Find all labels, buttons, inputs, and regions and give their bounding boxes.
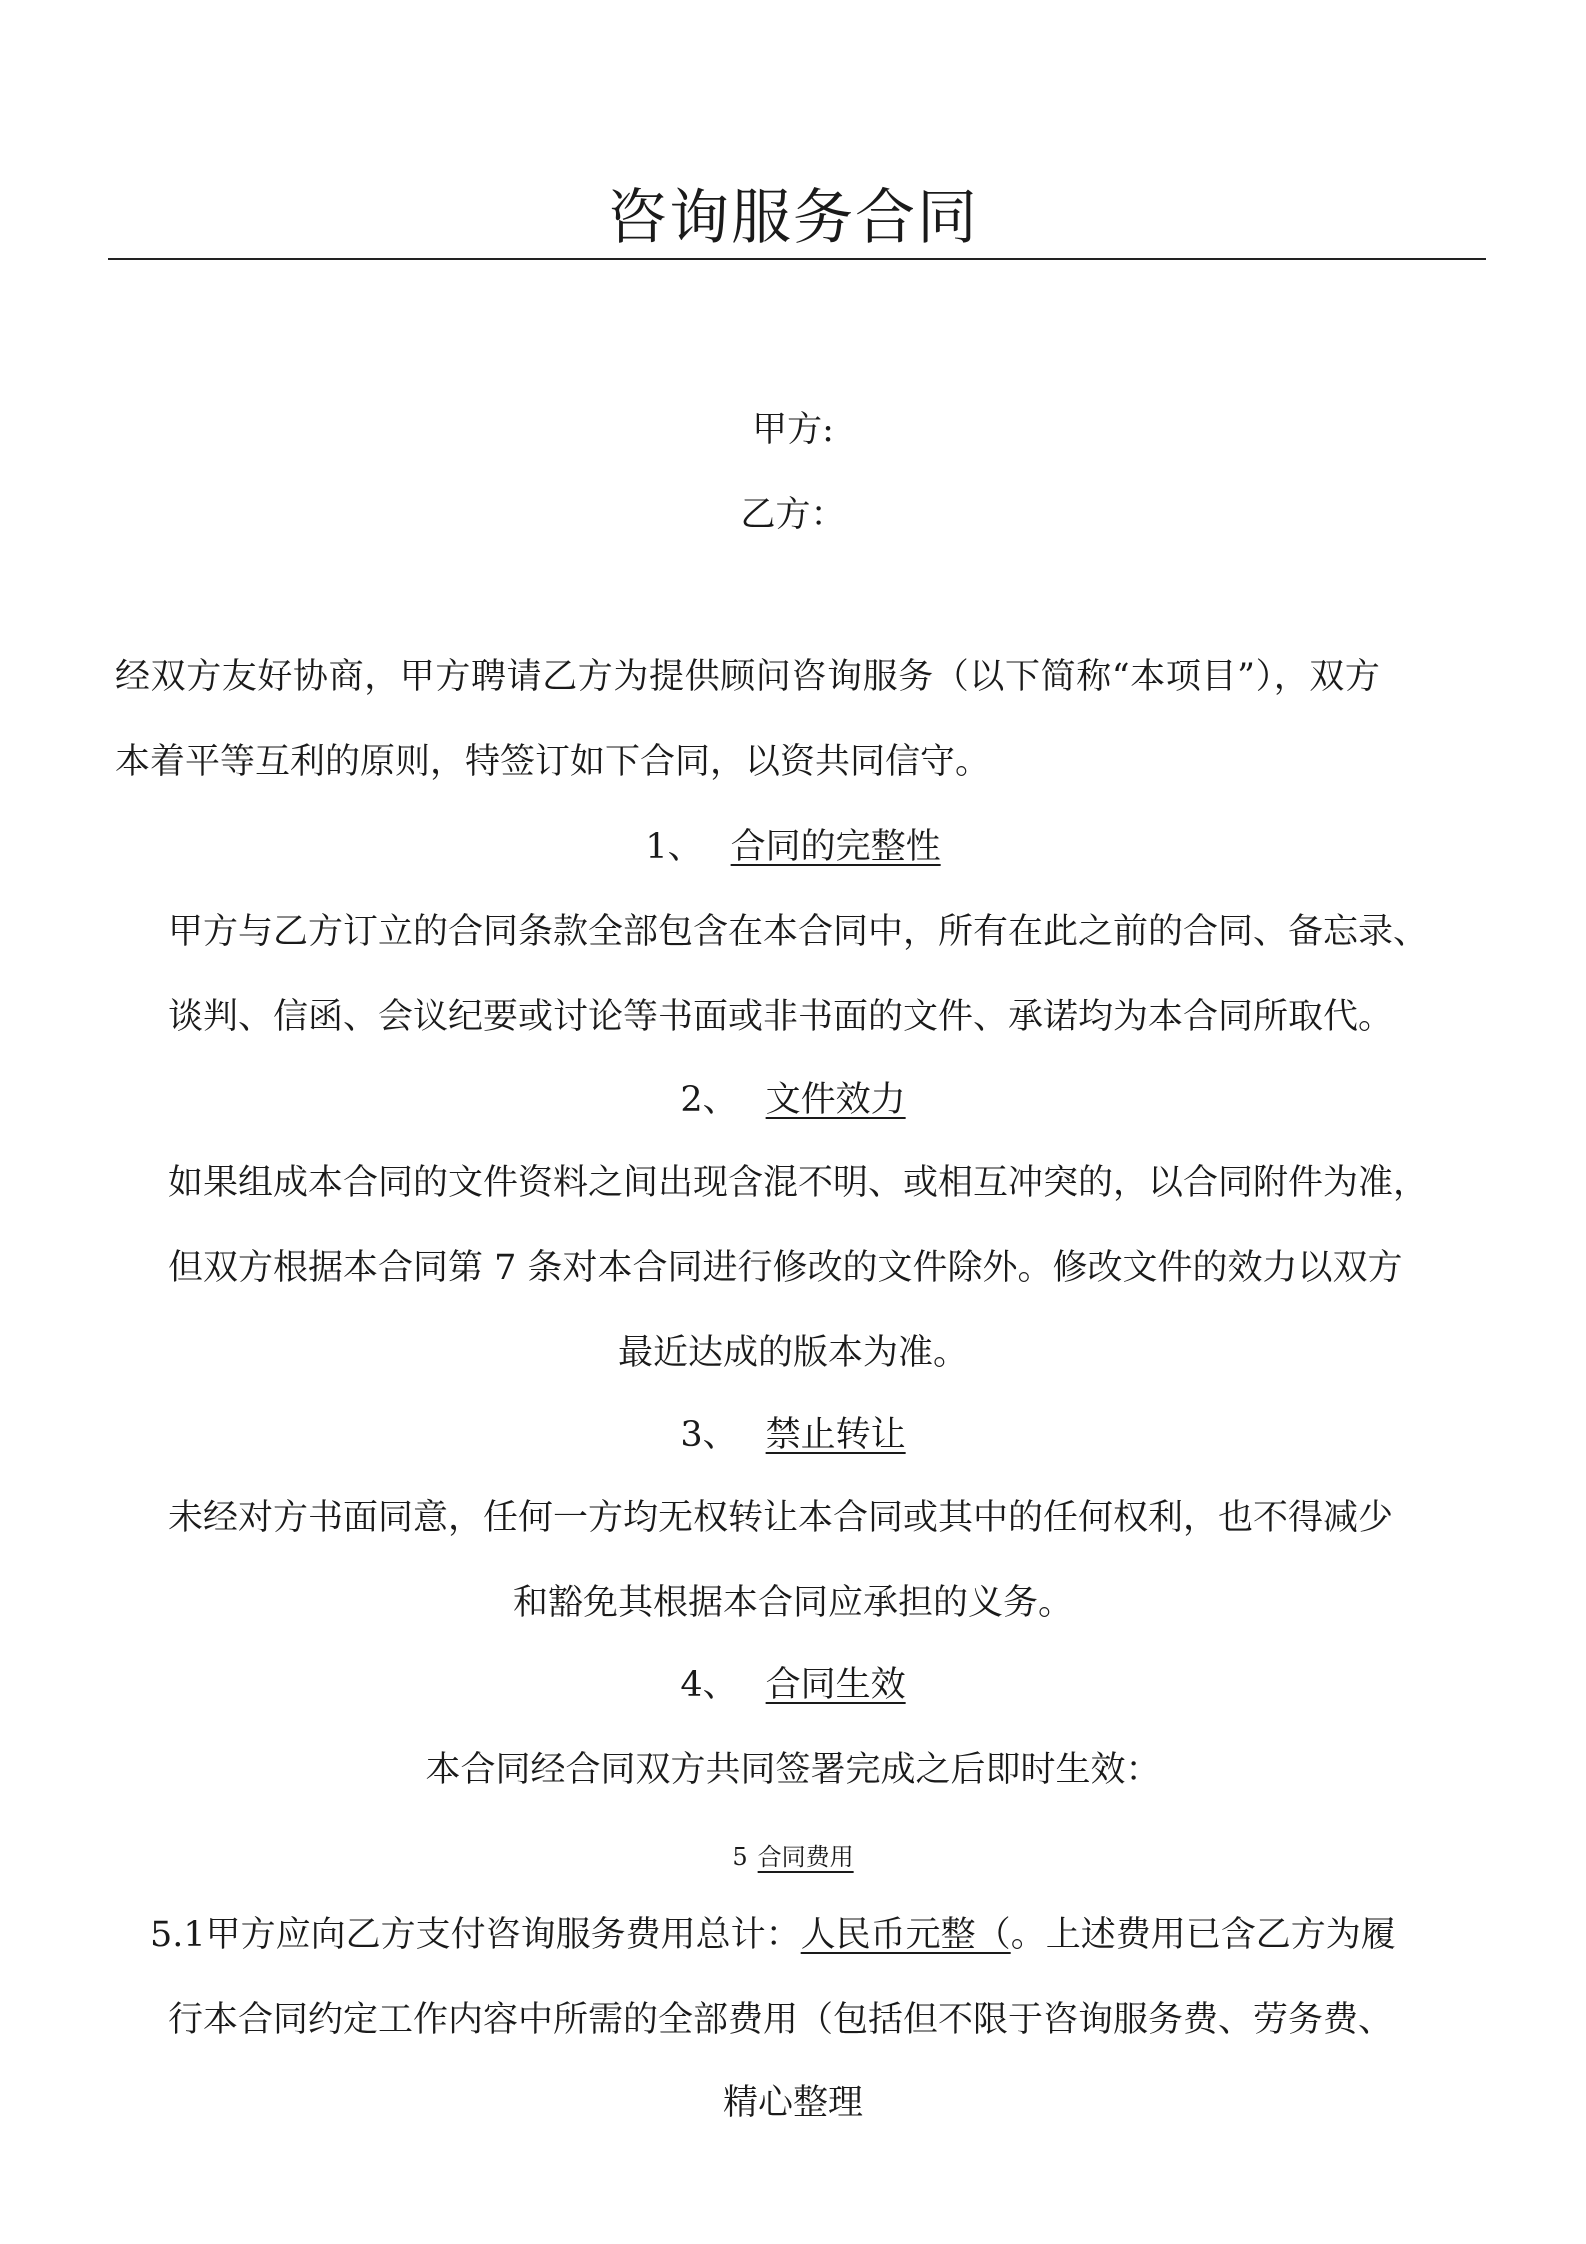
section-5-heading xyxy=(0,1832,1586,1882)
fee-clause-line-3: 精心整理 xyxy=(722,2083,863,2123)
intro-line-1: 经双方友好协商，甲方聘请乙方为提供顾问咨询服务（以下简称“本项目”），双方 xyxy=(115,657,1381,697)
section-4-line-1: 本合同经合同双方共同签署完成之后即时生效： xyxy=(425,1750,1161,1790)
fee-clause-suffix: 。上述费用已含乙方为履 xyxy=(1010,1915,1396,1955)
fee-clause-amount: 人民币元整（ xyxy=(800,1915,1011,1955)
section-1-line-2: 谈判、信函、会议纪要或讨论等书面或非书面的文件、承诺均为本合同所取代。 xyxy=(168,997,1394,1037)
section-3-line-2: 和豁免其根据本合同应承担的义务。 xyxy=(512,1583,1073,1623)
section-2-title: 文件效力 xyxy=(765,1080,906,1120)
section-2-line-1: 如果组成本合同的文件资料之间出现含混不明、或相互冲突的，以合同附件为准， xyxy=(168,1163,1429,1203)
section-1-line-1: 甲方与乙方订立的合同条款全部包含在本合同中，所有在此之前的合同、备忘录、 xyxy=(168,912,1429,952)
section-3-title: 禁止转让 xyxy=(765,1415,906,1455)
section-2-line-3: 最近达成的版本为准。 xyxy=(617,1333,968,1373)
section-1-number: 1、 xyxy=(645,827,703,867)
section-5-number: 5 xyxy=(732,1843,748,1871)
party-b-label: 乙方： xyxy=(740,495,846,535)
section-4-number: 4、 xyxy=(680,1665,738,1705)
section-3-heading xyxy=(0,1410,1586,1460)
document-title: 咨询服务合同 xyxy=(607,183,979,253)
section-4-heading xyxy=(0,1660,1586,1710)
section-1-title: 合同的完整性 xyxy=(730,827,941,867)
fee-clause-line-1 xyxy=(150,1910,1396,1960)
section-2-heading xyxy=(0,1075,1586,1125)
section-2-line-2: 但双方根据本合同第 7 条对本合同进行修改的文件除外。修改文件的效力以双方 xyxy=(168,1248,1403,1288)
section-1-heading xyxy=(0,822,1586,872)
section-2-number: 2、 xyxy=(680,1080,738,1120)
section-3-line-1: 未经对方书面同意，任何一方均无权转让本合同或其中的任何权利，也不得减少 xyxy=(168,1498,1394,1538)
title-divider xyxy=(108,258,1486,260)
fee-clause-line-2: 行本合同约定工作内容中所需的全部费用（包括但不限于咨询服务费、劳务费、 xyxy=(168,2000,1394,2040)
section-4-title: 合同生效 xyxy=(765,1665,906,1705)
section-5-title: 合同费用 xyxy=(757,1843,854,1871)
intro-line-2: 本着平等互利的原则，特签订如下合同，以资共同信守。 xyxy=(115,742,991,782)
party-a-label: 甲方: xyxy=(752,410,834,450)
fee-clause-prefix: 5.1甲方应向乙方支付咨询服务费用总计： xyxy=(150,1915,801,1955)
section-3-number: 3、 xyxy=(680,1415,738,1455)
